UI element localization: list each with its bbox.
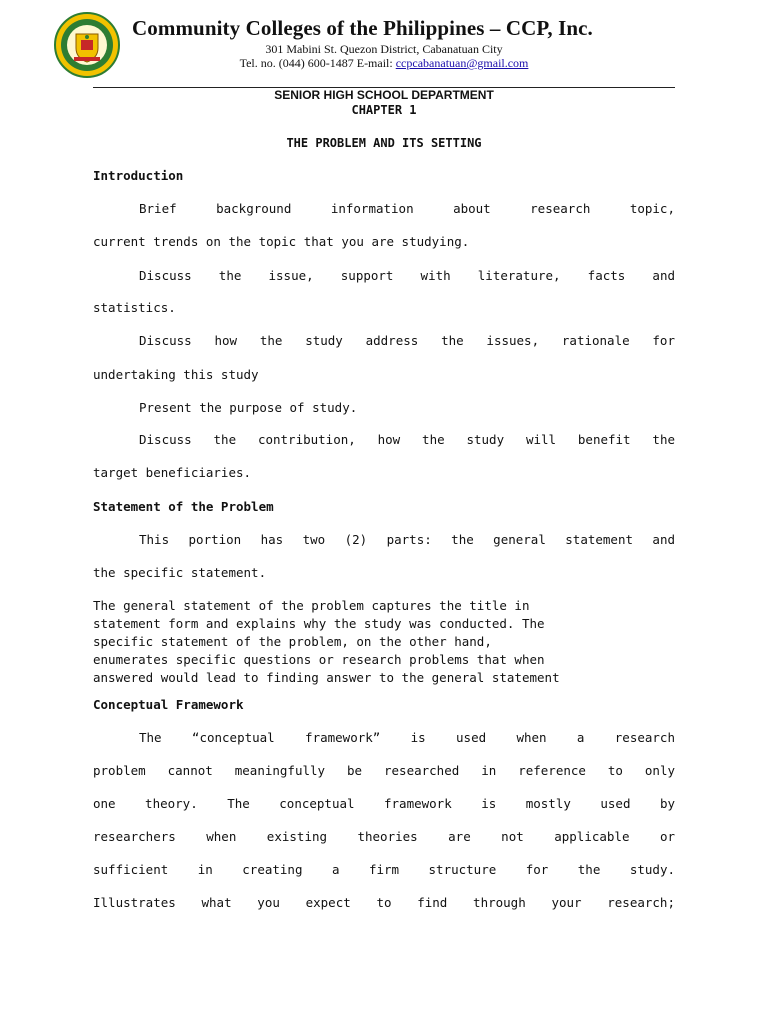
- paragraph-line: Illustrates what you expect to find through your research;: [93, 895, 675, 910]
- paragraph-line: Discuss the issue, support with literature, facts and: [139, 268, 675, 283]
- college-seal-icon: [54, 12, 120, 78]
- paragraph-line: Discuss the contribution, how the study will benefit the: [139, 432, 675, 447]
- contact-prefix: Tel. no. (044) 600-1487 E-mail:: [239, 56, 396, 70]
- paragraph-line: The “conceptual framework” is used when a research: [139, 730, 675, 745]
- paragraph-line: problem cannot meaningfully be researched in reference to only: [93, 763, 675, 778]
- school-address: 301 Mabini St. Quezon District, Cabanatuan City: [265, 42, 503, 56]
- paragraph-line: Brief background information about research topic,: [139, 201, 675, 216]
- section-heading-introduction: Introduction: [93, 168, 184, 183]
- paragraph-line: This portion has two (2) parts: the general statement and: [139, 532, 675, 547]
- section-heading-statement: Statement of the Problem: [93, 499, 274, 514]
- paragraph-line: target beneficiaries.: [93, 465, 252, 480]
- paragraph-line: answered would lead to finding answer to the general statement: [93, 670, 560, 685]
- paragraph-line: Discuss how the study address the issues, rationale for: [139, 333, 675, 348]
- email-link[interactable]: ccpcabanatuan@gmail.com: [395, 56, 529, 70]
- paragraph-line: sufficient in creating a firm structure for the study.: [93, 862, 675, 877]
- school-name: Community Colleges of the Philippines – CCP, Inc.: [132, 16, 593, 40]
- paragraph-line: one theory. The conceptual framework is mostly used by: [93, 796, 675, 811]
- section-heading-framework: Conceptual Framework: [93, 697, 244, 712]
- paragraph-line: statement form and explains why the study was conducted. The: [93, 616, 545, 631]
- paragraph-line: the specific statement.: [93, 565, 267, 580]
- paragraph-line: statistics.: [93, 300, 176, 315]
- paragraph-line: Present the purpose of study.: [139, 400, 358, 415]
- chapter-title: THE PROBLEM AND ITS SETTING: [286, 136, 482, 150]
- statement-paragraph: [93, 597, 675, 687]
- paragraph-line: undertaking this study: [93, 367, 259, 382]
- paragraph-line: researchers when existing theories are not applicable or: [93, 829, 675, 844]
- paragraph-line: enumerates specific questions or research problems that when: [93, 652, 545, 667]
- paragraph-line: The general statement of the problem captures the title in: [93, 598, 530, 613]
- school-contact: [132, 56, 636, 71]
- chapter-label: CHAPTER 1: [351, 103, 417, 117]
- paragraph-line: current trends on the topic that you are studying.: [93, 234, 470, 249]
- paragraph-line: specific statement of the problem, on the other hand,: [93, 634, 492, 649]
- department-title: SENIOR HIGH SCHOOL DEPARTMENT: [274, 88, 494, 102]
